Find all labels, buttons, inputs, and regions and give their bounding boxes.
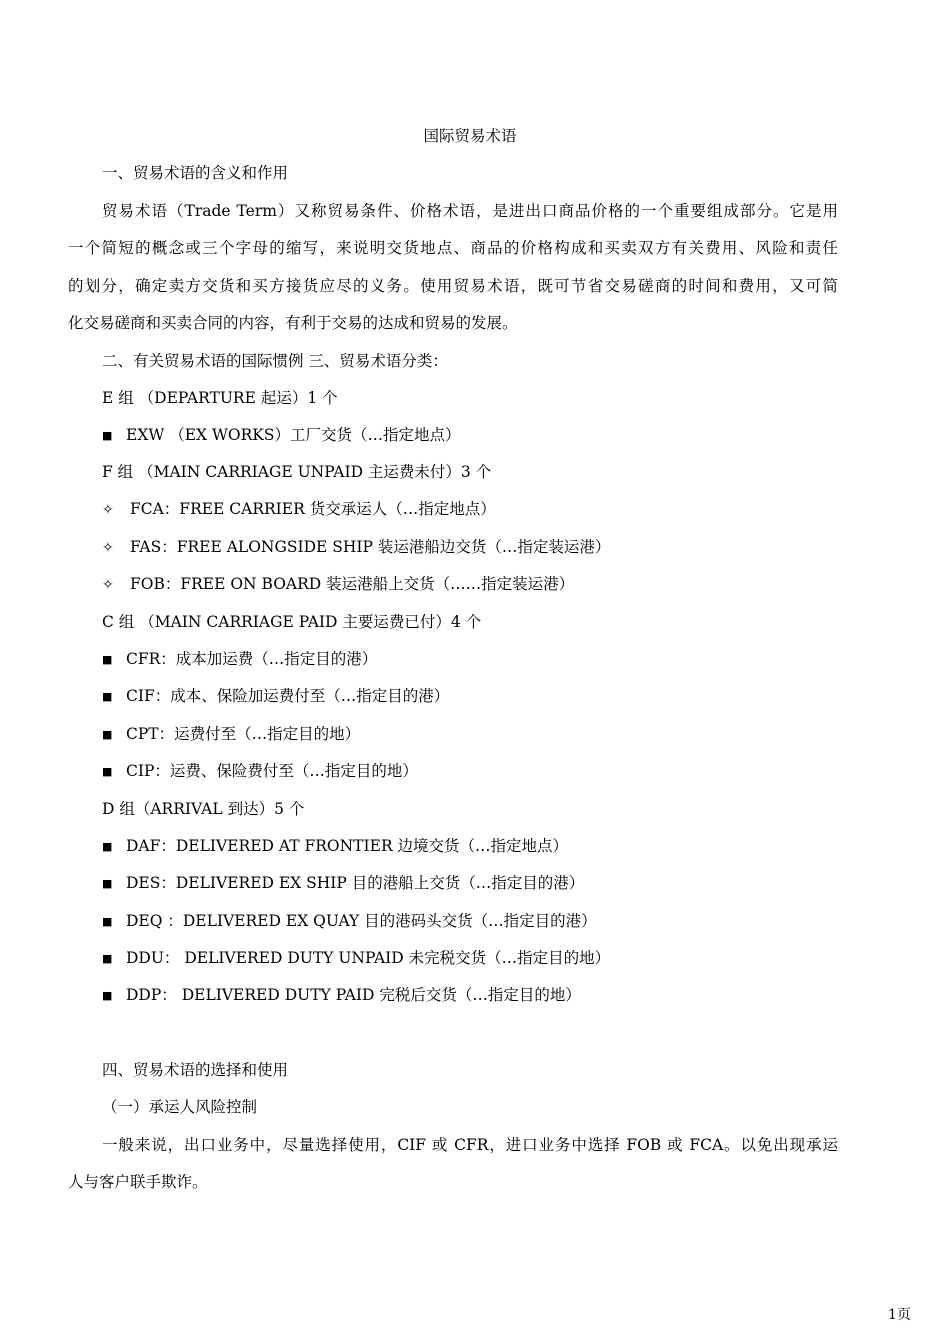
square-bullet-icon: ■ [102,690,113,703]
section-heading-4: 四、贸易术语的选择和使用 [102,1061,289,1079]
paragraph-1-line-4: 化交易磋商和买卖合同的内容，有利于交易的达成和贸易的发展。 [68,314,518,332]
paragraph-1-line-2: 一个简短的概念或三个字母的缩写，来说明交货地点、商品的价格构成和买卖双方有关费用、风险和责任 [68,239,838,257]
list-item: ✧ FCA：FREE CARRIER 货交承运人（…指定地点） [102,500,496,518]
square-bullet-icon: ■ [102,840,113,853]
square-bullet-icon: ■ [102,429,113,442]
diamond-bullet-icon: ✧ [102,502,114,518]
square-bullet-icon: ■ [102,877,113,890]
group-d-heading: D 组（ARRIVAL 到达）5 个 [102,800,305,818]
paragraph-1-line-1: 贸易术语（Trade Term）又称贸易条件、价格术语，是进出口商品价格的一个重要组成部分。它是用 [102,202,838,220]
list-item: ✧ FAS：FREE ALONGSIDE SHIP 装运港船边交货（…指定装运港） [102,538,611,556]
group-c-heading: C 组 （MAIN CARRIAGE PAID 主要运费已付）4 个 [102,613,482,631]
diamond-bullet-icon: ✧ [102,540,114,556]
diamond-bullet-icon: ✧ [102,577,114,593]
list-item: ✧ FOB：FREE ON BOARD 装运港船上交货（……指定装运港） [102,575,575,593]
square-bullet-icon: ■ [102,728,113,741]
list-item: ■ CFR：成本加运费（…指定目的港） [102,650,378,668]
list-item: ■ DES：DELIVERED EX SHIP 目的港船上交货（…指定目的港） [102,874,585,892]
paragraph-1-line-3: 的划分，确定卖方交货和买方接货应尽的义务。使用贸易术语，既可节省交易磋商的时间和费用，又可简 [68,277,838,295]
list-item: ■ EXW （EX WORKS）工厂交货（…指定地点） [102,426,461,444]
group-f-heading: F 组 （MAIN CARRIAGE UNPAID 主运费未付）3 个 [102,463,492,481]
list-item: ■ DEQ ：DELIVERED EX QUAY 目的港码头交货（…指定目的港） [102,912,597,930]
section-heading-2-3: 二、有关贸易术语的国际惯例 三、贸易术语分类： [102,352,448,370]
section-heading-1: 一、贸易术语的含义和作用 [102,164,289,182]
square-bullet-icon: ■ [102,653,113,666]
page-number: 1页 [888,1307,911,1323]
square-bullet-icon: ■ [102,952,113,965]
square-bullet-icon: ■ [102,989,113,1002]
document-title: 国际贸易术语 [423,127,517,145]
square-bullet-icon: ■ [102,765,113,778]
subsection-heading-1: （一）承运人风险控制 [102,1098,258,1116]
paragraph-2-line-1: 一般来说，出口业务中，尽量选择使用，CIF 或 CFR，进口业务中选择 FOB 或 FCA。以免出现承运 [102,1136,838,1154]
list-item: ■ DAF：DELIVERED AT FRONTIER 边境交货（…指定地点） [102,837,569,855]
list-item: ■ CIP：运费、保险费付至（…指定目的地） [102,762,418,780]
list-item: ■ DDP： DELIVERED DUTY PAID 完税后交货（…指定目的地） [102,986,581,1004]
square-bullet-icon: ■ [102,915,113,928]
list-item: ■ CIF：成本、保险加运费付至（…指定目的港） [102,687,450,705]
list-item: ■ CPT：运费付至（…指定目的地） [102,725,361,743]
list-item: ■ DDU： DELIVERED DUTY UNPAID 未完税交货（…指定目的地） [102,949,611,967]
paragraph-2-line-2: 人与客户联手欺诈。 [68,1173,208,1191]
group-e-heading: E 组 （DEPARTURE 起运）1 个 [102,389,338,407]
